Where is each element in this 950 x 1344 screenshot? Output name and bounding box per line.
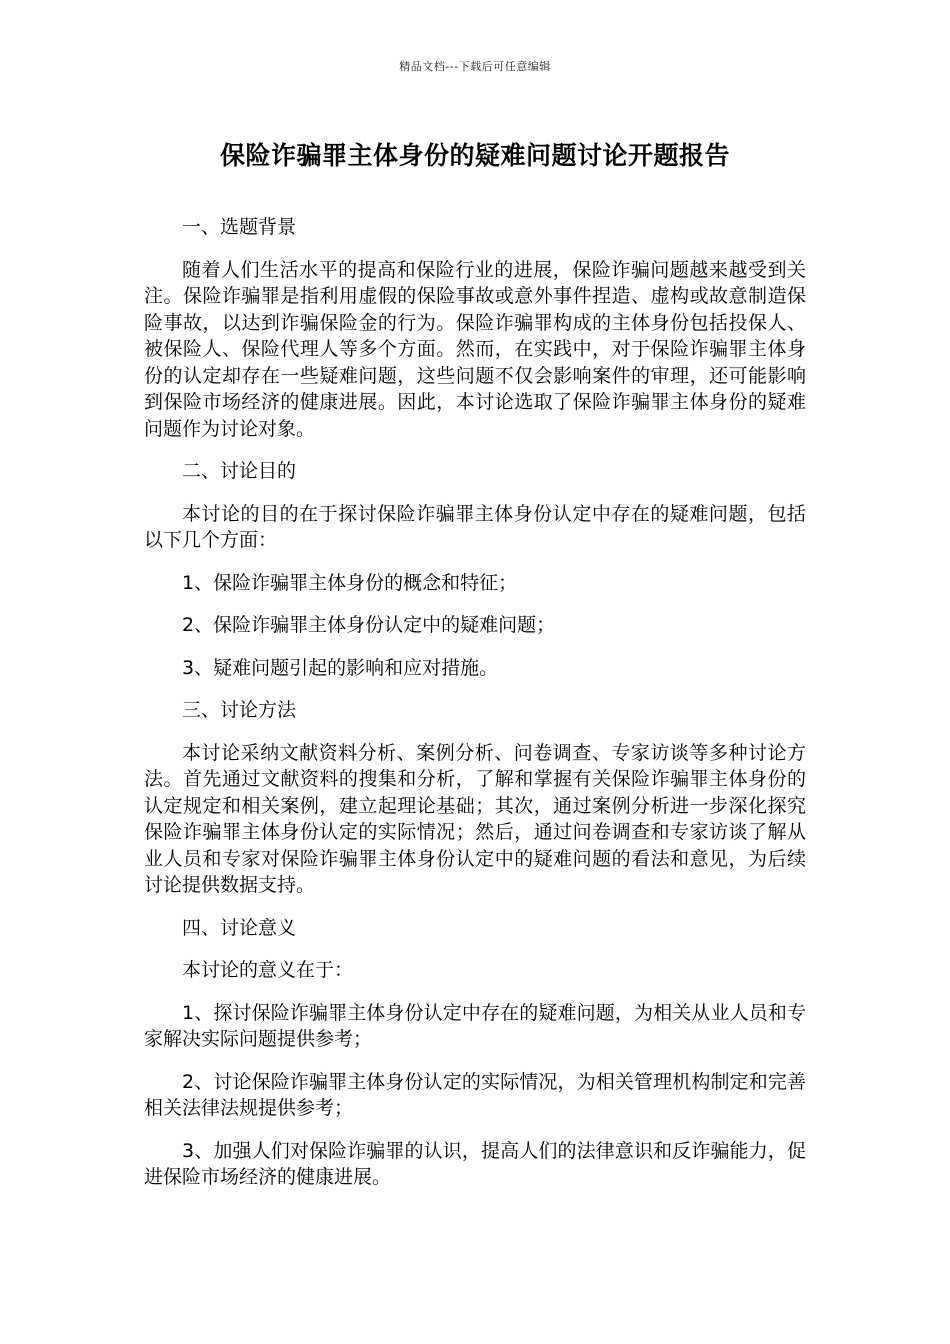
list-item-purpose-1: 1、保险诈骗罪主体身份的概念和特征； [182, 571, 518, 594]
list-item-significance-3: 3、加强人们对保险诈骗罪的认识，提高人们的法律意识和反诈骗能力，促进保险市场经济的健康进展。 [144, 1139, 806, 1188]
document-body [144, 214, 806, 1207]
page-title: 保险诈骗罪主体身份的疑难问题讨论开题报告 [219, 141, 730, 170]
section-heading-significance: 四、讨论意义 [182, 916, 297, 939]
paragraph-significance-intro: 本讨论的意义在于： [182, 959, 354, 981]
paragraph-method: 本讨论采纳文献资料分析、案例分析、问卷调查、专家访谈等多种讨论方法。首先通过文献资料的搜集和分析，了解和掌握有关保险诈骗罪主体身份的认定规定和相关案例，建立起理论基础；其次，通过案例分析进一步深化探究保险诈骗罪主体身份认定的实际情况；然后，通过问卷调查和专家访谈了解从业人员和专家对保险诈骗罪主体身份认定中的疑难问题的看法和意见，为后续讨论提供数据支持。 [144, 741, 806, 896]
list-item-purpose-3: 3、疑难问题引起的影响和应对措施。 [182, 656, 499, 679]
paragraph-purpose-intro: 本讨论的目的在于探讨保险诈骗罪主体身份认定中存在的疑难问题，包括以下几个方面： [144, 502, 806, 551]
section-heading-method: 三、讨论方法 [182, 699, 297, 721]
section-heading-purpose: 二、讨论目的 [182, 460, 297, 482]
list-item-significance-1: 1、探讨保险诈骗罪主体身份认定中存在的疑难问题，为相关从业人员和专家解决实际问题提供参考； [144, 1001, 806, 1050]
header-note: 精品文档---下载后可任意编辑 [399, 60, 551, 73]
paragraph-background: 随着人们生活水平的提高和保险行业的进展，保险诈骗问题越来越受到关注。保险诈骗罪是指利用虚假的保险事故或意外事件捏造、虚构或故意制造保险事故，以达到诈骗保险金的行为。保险诈骗罪构成的主体身份包括投保人、被保险人、保险代理人等多个方面。然而，在实践中，对于保险诈骗罪主体身份的认定却存在一些疑难问题，这些问题不仅会影响案件的审理，还可能影响到保险市场经济的健康进展。因此，本讨论选取了保险诈骗罪主体身份的疑难问题作为讨论对象。 [144, 258, 806, 440]
list-item-significance-2: 2、讨论保险诈骗罪主体身份认定的实际情况，为相关管理机构制定和完善相关法律法规提供参考； [144, 1070, 806, 1119]
section-heading-background: 一、选题背景 [182, 216, 297, 238]
list-item-purpose-2: 2、保险诈骗罪主体身份认定中的疑难问题； [182, 614, 556, 636]
